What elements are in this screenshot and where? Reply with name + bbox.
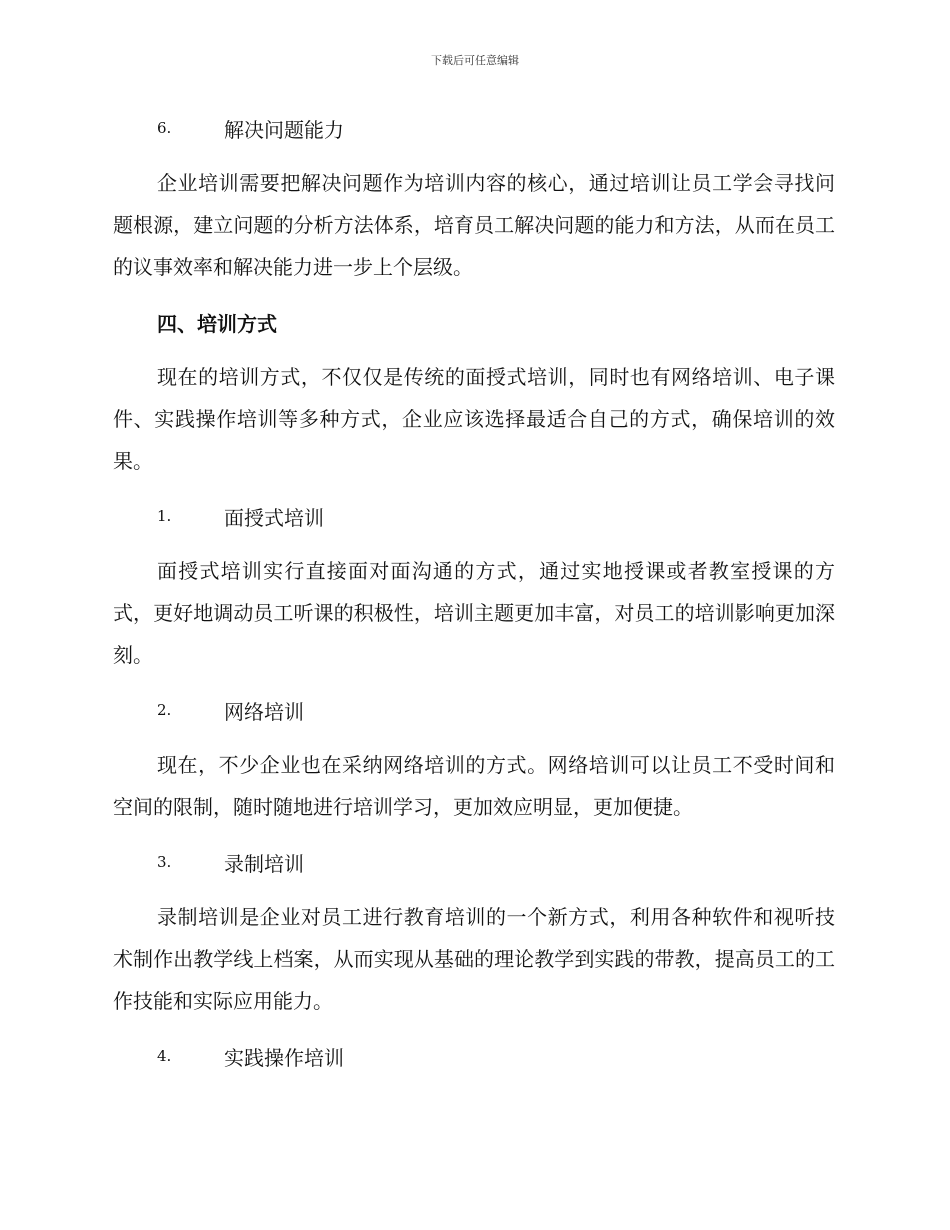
page-header: 下载后可任意编辑 [431,54,519,67]
item-title: 录制培训 [224,851,304,876]
list-item-4 [113,1036,835,1076]
item-number: 1. [157,507,172,525]
item-title: 解决问题能力 [224,117,344,142]
item-number: 4. [157,1047,172,1065]
item-number: 2. [157,701,172,719]
section-heading: 四、培训方式 [157,311,277,336]
list-item-3 [113,842,835,882]
paragraph-online-training: 现在，不少企业也在采纳网络培训的方式。网络培训可以让员工不受时间和空间的限制，随时随地进行培训学习，更加效应明显，更加便捷。 [113,753,835,819]
list-item-1 [113,496,835,536]
list-item-2 [113,690,835,730]
item-title: 网络培训 [224,699,304,724]
item-title: 面授式培训 [224,505,324,530]
paragraph-training-methods-intro: 现在的培训方式，不仅仅是传统的面授式培训，同时也有网络培训、电子课件、实践操作培训等多种方式，企业应该选择最适合自己的方式，确保培训的效果。 [113,365,835,473]
item-number: 3. [157,853,172,871]
list-item-6 [113,108,835,148]
paragraph-recorded-training: 录制培训是企业对员工进行教育培训的一个新方式，利用各种软件和视听技术制作出教学线上档案，从而实现从基础的理论教学到实践的带教，提高员工的工作技能和实际应用能力。 [113,905,835,1013]
paragraph-problem-solving: 企业培训需要把解决问题作为培训内容的核心，通过培训让员工学会寻找问题根源，建立问题的分析方法体系，培育员工解决问题的能力和方法，从而在员工的议事效率和解决能力进一步上个层级。 [113,171,835,279]
document-body [113,108,835,1076]
paragraph-face-to-face: 面授式培训实行直接面对面沟通的方式，通过实地授课或者教室授课的方式，更好地调动员工听课的积极性，培训主题更加丰富，对员工的培训影响更加深刻。 [113,559,835,667]
item-number: 6. [157,119,172,137]
item-title: 实践操作培训 [224,1045,344,1070]
